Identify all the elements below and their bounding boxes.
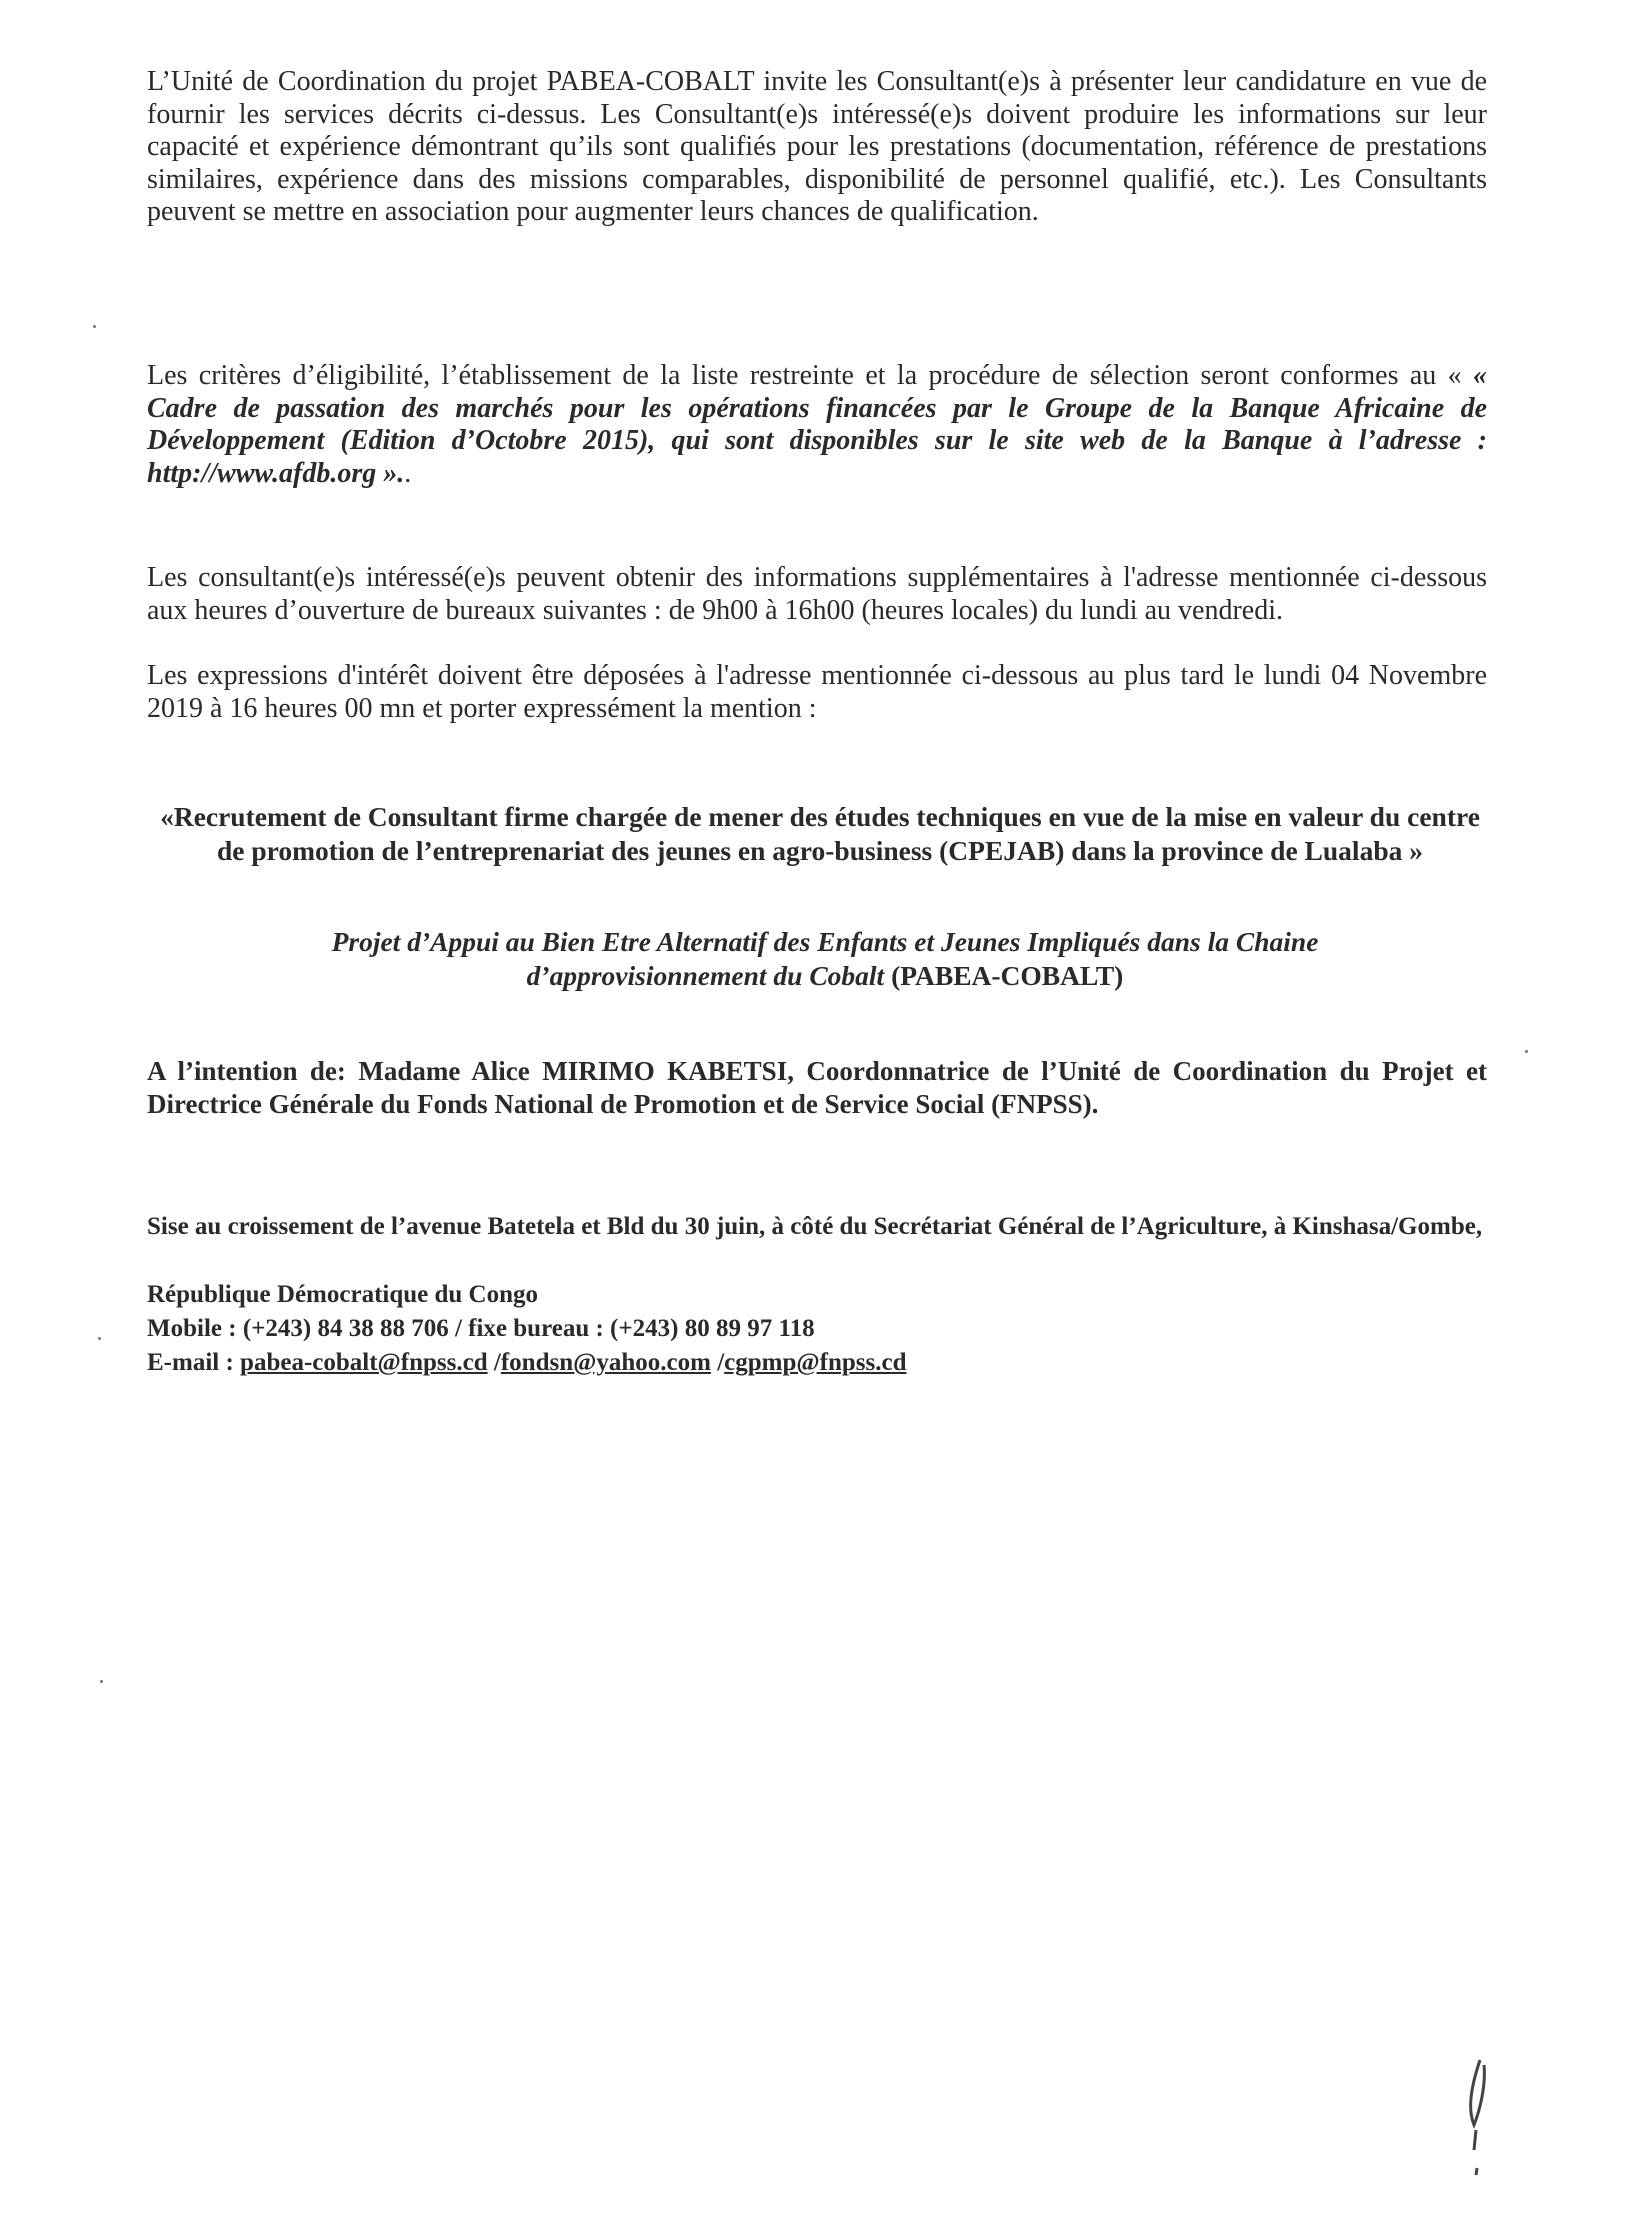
email-link-fondsn[interactable]: fondsn@yahoo.com [500, 1349, 711, 1376]
scan-speck [98, 1337, 101, 1340]
address-country: République Démocratique du Congo [147, 1281, 539, 1308]
email-separator: / [487, 1349, 501, 1376]
eligibility-framework-reference: « Cadre de passation des marchés pour les opérations financées par le Groupe de la Banque Africaine de Développement (Edition d’Octobre 2015), qui sont disponibles sur le site web de la Banque à l’adresse : http://www.afdb.org ». [147, 360, 1487, 489]
project-name-italic: Projet d’Appui au Bien Etre Alternatif des Enfants et Jeunes Impliqués dans la Chaine d’approvisionnement du Cobalt [331, 926, 1319, 991]
scan-speck [1525, 1050, 1528, 1053]
phone-numbers: Mobile : (+243) 84 38 88 706 / fixe bureau : (+243) 80 89 97 118 [147, 1315, 815, 1342]
email-line [147, 1346, 1487, 1380]
email-label: E-mail : [147, 1349, 241, 1376]
email-link-pabea[interactable]: pabea-cobalt@fnpss.cd [240, 1349, 488, 1376]
attention-recipient: A l’intention de: Madame Alice MIRIMO KABETSI, Coordonnatrice de l’Unité de Coordination du Projet et Directrice Générale du Fonds National de Promotion et de Service Social (FNPSS). [147, 1056, 1487, 1119]
project-name [220, 925, 1430, 993]
scan-speck [93, 325, 96, 328]
address-line: Sise au croissement de l’avenue Batetela et Bld du 30 juin, à côté du Secrétariat Général de l’Agriculture, à Kinshasa/Gombe, [147, 1213, 1483, 1240]
handwritten-initial-signature [1450, 2050, 1510, 2185]
paragraph-invitation: L’Unité de Coordination du projet PABEA-COBALT invite les Consultant(e)s à présenter leur candidature en vue de fournir les services décrits ci-dessus. Les Consultant(e)s intéressé(e)s doivent produire les informations sur leur capacité et expérience démontrant qu’ils sont qualifiés pour les prestations (documentation, référence de prestations similaires, expérience dans des missions comparables, disponibilité de personnel qualifié, etc.). Les Consultants peuvent se mettre en association pour augmenter leurs chances de qualification. [147, 66, 1487, 227]
eligibility-end: . [404, 457, 412, 489]
email-separator: / [710, 1349, 725, 1376]
paragraph-information: Les consultant(e)s intéressé(e)s peuvent obtenir des informations supplémentaires à l'adresse mentionnée ci-dessous aux heures d’ouverture de bureaux suivantes : de 9h00 à 16h00 (heures locales) du lundi au vendredi. [147, 562, 1487, 626]
eligibility-text: Les critères d’éligibilité, l’établissement de la liste restreinte et la procédure de sélection seront conformes au « [147, 360, 1473, 391]
email-link-cgpmp[interactable]: cgpmp@fnpss.cd [724, 1349, 907, 1376]
paragraph-eligibility [147, 360, 1487, 490]
project-acronym: (PABEA-COBALT) [884, 960, 1124, 991]
paragraph-deadline: Les expressions d'intérêt doivent être déposées à l'adresse mentionnée ci-dessous au plus tard le lundi 04 Novembre 2019 à 16 heures 00 mn et porter expressément la mention : [147, 660, 1487, 724]
mention-title: «Recrutement de Consultant firme chargée de mener des études techniques en vue de la mise en valeur du centre de promotion de l’entreprenariat des jeunes en agro-business (CPEJAB) dans la province de Lualaba » [160, 801, 1480, 866]
scan-speck [100, 1680, 103, 1683]
